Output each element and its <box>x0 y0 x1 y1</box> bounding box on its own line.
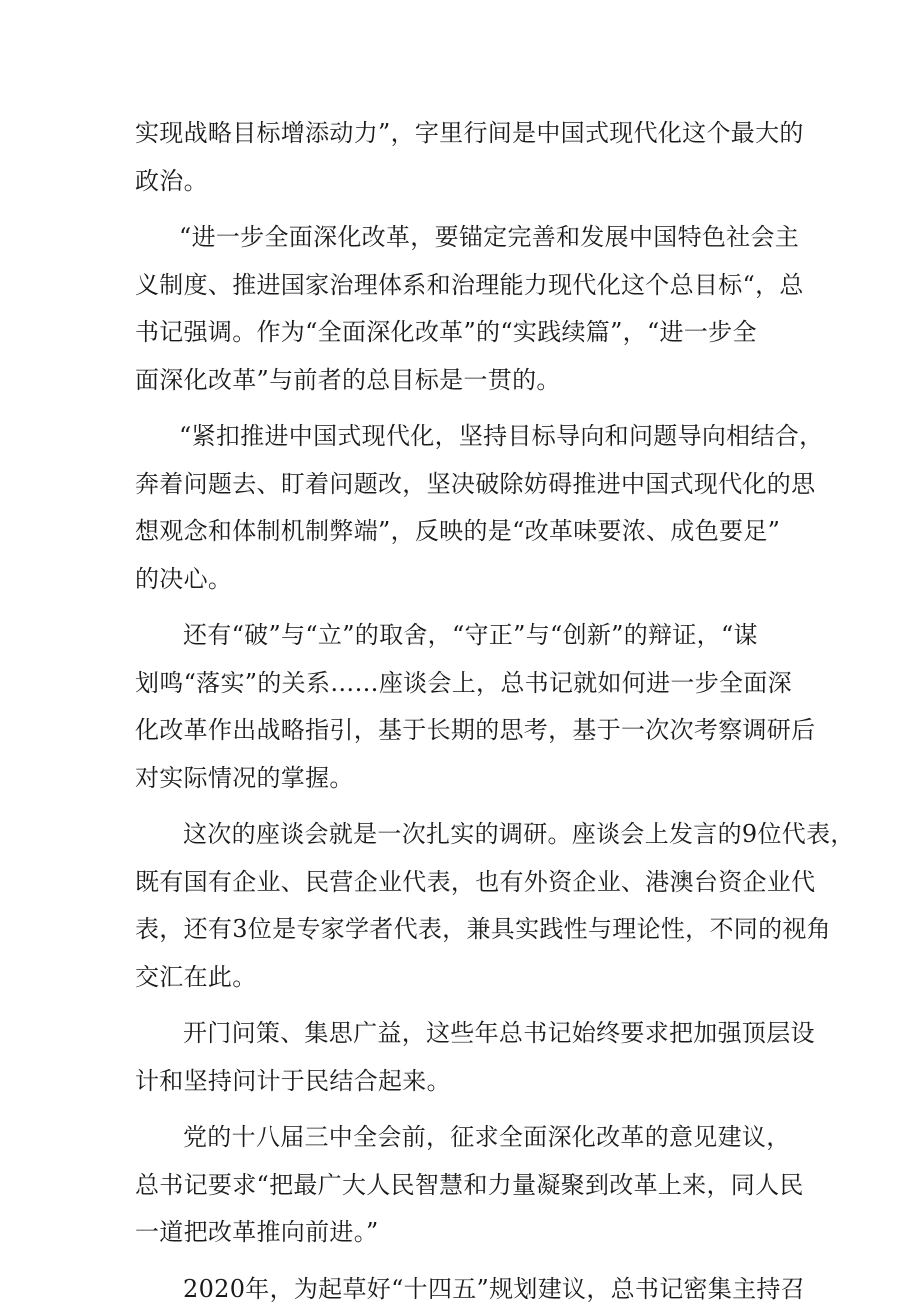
text-line: 对实际情况的掌握。 <box>135 755 795 803</box>
text-line: 义制度、推进国家治理体系和治理能力现代化这个总目标“，总 <box>135 262 795 310</box>
text-line: 既有国有企业、民营企业代表，也有外资企业、港澳台资企业代 <box>135 859 795 907</box>
paragraph <box>135 413 795 603</box>
paragraph <box>135 1114 795 1257</box>
text-line: 化改革作出战略指引，基于长期的思考，基于一次次考察调研后 <box>135 707 795 755</box>
text-line: 交汇在此。 <box>135 954 795 1002</box>
text-line: “紧扣推进中国式现代化，坚持目标导向和问题导向相结合， <box>135 413 795 461</box>
text-line: “进一步全面深化改革，要锚定完善和发展中国特色社会主 <box>135 214 795 262</box>
text-line: 总书记要求“把最广大人民智慧和力量凝聚到改革上来，同人民 <box>135 1162 795 1210</box>
text-line: 奔着问题去、盯着问题改，坚决破除妨碍推进中国式现代化的思 <box>135 461 795 509</box>
paragraph <box>135 214 795 404</box>
text-line: 面深化改革”与前者的总目标是一贯的。 <box>135 357 795 405</box>
text-line: 的决心。 <box>135 556 795 604</box>
paragraph <box>135 110 795 205</box>
paragraph <box>135 612 795 802</box>
text-line: 党的十八届三中全会前，征求全面深化改革的意见建议， <box>135 1114 795 1162</box>
text-line: 书记强调。作为“全面深化改革”的“实践续篇”，“进一步全 <box>135 309 795 357</box>
text-line: 实现战略目标增添动力”，字里行间是中国式现代化这个最大的 <box>135 110 795 158</box>
text-line: 表，还有3位是专家学者代表，兼具实践性与理论性，不同的视角 <box>135 906 795 954</box>
text-line: 一道把改革推向前进。” <box>135 1209 795 1257</box>
text-line: 还有“破”与“立”的取舍，“守正”与“创新”的辩证，“谋 <box>135 612 795 660</box>
text-line: 想观念和体制机制弊端”，反映的是“改革味要浓、成色要足” <box>135 508 795 556</box>
text-line: 计和坚持问计于民结合起来。 <box>135 1058 795 1106</box>
paragraph <box>135 811 795 1001</box>
paragraph <box>135 1010 795 1105</box>
text-line: 这次的座谈会就是一次扎实的调研。座谈会上发言的9位代表， <box>135 811 795 859</box>
text-line: 开门问策、集思广益，这些年总书记始终要求把加强顶层设 <box>135 1010 795 1058</box>
text-line: 划鸣“落实”的关系……座谈会上，总书记就如何进一步全面深 <box>135 660 795 708</box>
paragraph <box>135 1266 795 1313</box>
text-line: 2020年，为起草好“十四五”规划建议，总书记密集主持召 <box>135 1266 795 1313</box>
document-body <box>135 110 795 1313</box>
text-line: 政治。 <box>135 158 795 206</box>
